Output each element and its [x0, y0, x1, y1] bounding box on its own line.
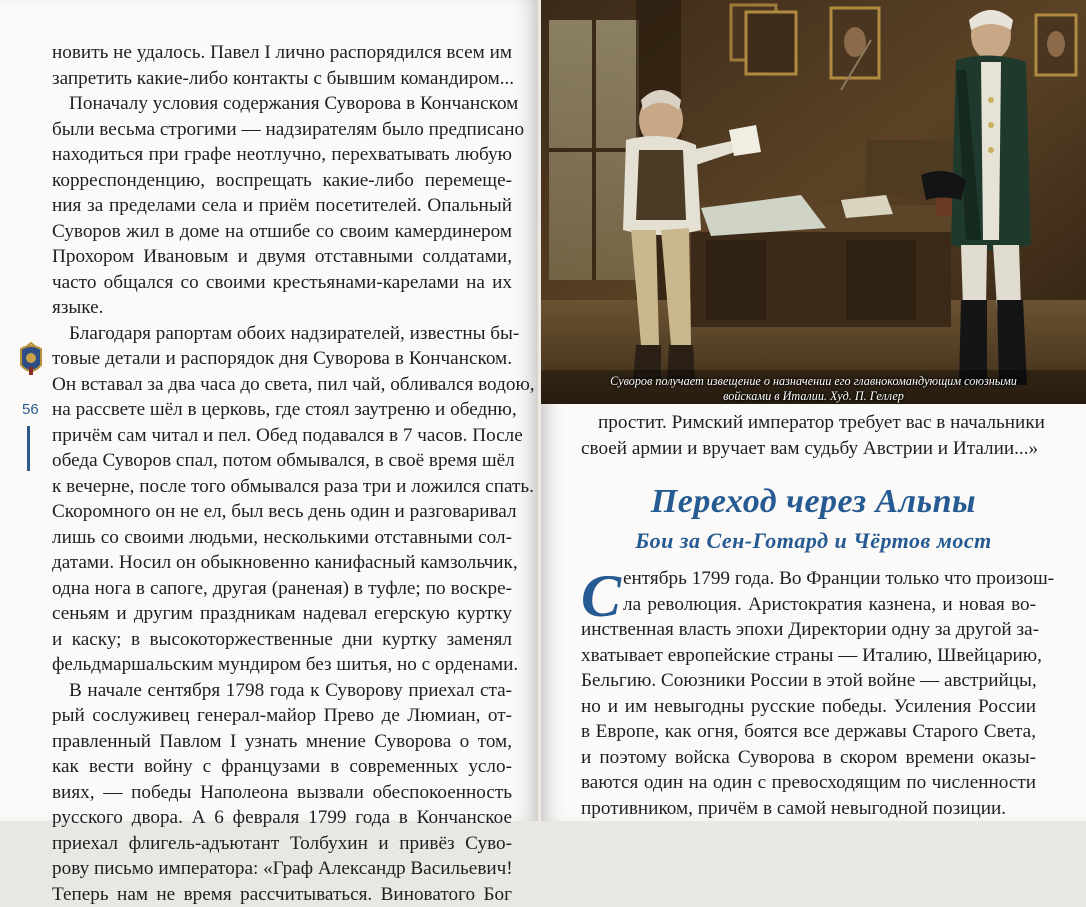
text-line: простит. Римский император требует вас в начальники [581, 410, 1036, 436]
text-line: рый сослуживец генерал-майор Прево де Люмиан, от- [52, 703, 512, 729]
chapter-body-text [581, 566, 1036, 821]
text-line: русского двора. А 6 февраля 1799 года в Кончанское [52, 805, 512, 831]
text-line: Поначалу условия содержания Суворова в Кончанском [52, 91, 512, 117]
text-line: причём сам читал и пел. Обед подавался в 7 часов. После [52, 423, 512, 449]
text-line: Скоромного он не ел, был весь день один и разговаривал [52, 499, 512, 525]
text-line: Прохором Ивановым и двумя отставными солдатами, [52, 244, 512, 270]
text-line: Бельгию. Союзники России в этой войне — австрийцы, [581, 668, 1036, 694]
drop-cap: С [581, 566, 621, 626]
text-line: Суворов жил в доме на отшибе со своим камердинером [52, 219, 512, 245]
text-line: ентябрь 1799 года. Во Франции только что произош- [581, 566, 1036, 592]
text-line: хватывает европейские страны — Италию, Швейцарию, [581, 643, 1036, 669]
text-line: инственная власть эпохи Директории одну за другой за- [581, 617, 1036, 643]
painting-illustration [541, 0, 1086, 404]
text-line: приехал флигель-адъютант Толбухин и привёз Суво- [52, 831, 512, 857]
text-line: были весьма строгими — надзирателям было предписано [52, 117, 512, 143]
text-line: запретить какие-либо контакты с бывшим командиром... [52, 66, 512, 92]
text-line: ния за пределами села и приём посетителей. Опальный [52, 193, 512, 219]
text-line: корреспонденцию, воспрещать какие-либо перемеще- [52, 168, 512, 194]
text-line: одна нога в сапоге, другая (раненая) в туфле; по воскре- [52, 576, 512, 602]
text-line: часто общался со своими крестьянами-карелами на их [52, 270, 512, 296]
text-line: находиться при графе неотлучно, перехватывать любую [52, 142, 512, 168]
right-page [541, 0, 1086, 821]
caption-line: войсками в Италии. Худ. П. Геллер [541, 389, 1086, 404]
text-line: в Европе, как огня, боятся все державы Старого Света, [581, 719, 1036, 745]
text-line: как вести войну с французами в современных усло- [52, 754, 512, 780]
page-number: 56 [22, 401, 39, 418]
text-line: на рассвете шёл в церковь, где стоял заутреню и обедню, [52, 397, 512, 423]
text-line: фельдмаршальским мундиром без шитья, но с орденами. [52, 652, 512, 678]
text-line: новить не удалось. Павел I лично распорядился всем им [52, 40, 512, 66]
text-line: товые детали и распорядок дня Суворова в Кончанском. [52, 346, 512, 372]
text-line: виях, — победы Наполеона вызвали обеспокоенность [52, 780, 512, 806]
text-line: Благодаря рапортам обоих надзирателей, известны бы- [52, 321, 512, 347]
text-line: своей армии и вручает вам судьбу Австрии и Италии...» [581, 436, 1036, 462]
caption-line: Суворов получает извещение о назначении его главнокомандующим союзными [541, 374, 1086, 389]
text-line: сеньям и другим праздникам надевал егерскую куртку [52, 601, 512, 627]
text-line: лишь со своими людьми, несколькими отставными сол- [52, 525, 512, 551]
text-line: и каску; в высокоторжественные дни куртку заменял [52, 627, 512, 653]
left-page [0, 0, 539, 821]
text-line: но и им невыгодны русские победы. Усиления России [581, 694, 1036, 720]
text-line: противником, причём в самой невыгодной позиции. [581, 796, 1036, 822]
text-line: и поэтому войска Суворова в скором времени оказы- [581, 745, 1036, 771]
text-line: ваются один на один с превосходящим по численности [581, 770, 1036, 796]
text-line: правленный Павлом I узнать мнение Суворова о том, [52, 729, 512, 755]
text-line: к вечерне, после того обмывался раза три и ложился спать. [52, 474, 512, 500]
painting-caption [541, 374, 1086, 404]
imperial-emblem-icon [17, 343, 45, 379]
text-line: рову письмо императора: «Граф Александр Васильевич! [52, 856, 512, 882]
text-line: датами. Носил он обыкновенно канифасный камзольчик, [52, 550, 512, 576]
right-page-continued-text [581, 410, 1036, 461]
chapter-subtitle: Бои за Сен-Готард и Чёртов мост [541, 527, 1086, 555]
text-line: В начале сентября 1798 года к Суворову приехал ста- [52, 678, 512, 704]
margin-rule [27, 426, 30, 471]
chapter-title: Переход через Альпы [541, 482, 1086, 522]
left-page-text [52, 40, 512, 907]
text-line: Теперь нам не время рассчитываться. Виноватого Бог [52, 882, 512, 907]
text-line: ла революция. Аристократия казнена, и новая во- [581, 592, 1036, 618]
text-line: Он вставал за два часа до света, пил чай, обливался водою, [52, 372, 512, 398]
text-line: языке. [52, 295, 512, 321]
text-line: обеда Суворов спал, потом обмывался, в своё время шёл [52, 448, 512, 474]
